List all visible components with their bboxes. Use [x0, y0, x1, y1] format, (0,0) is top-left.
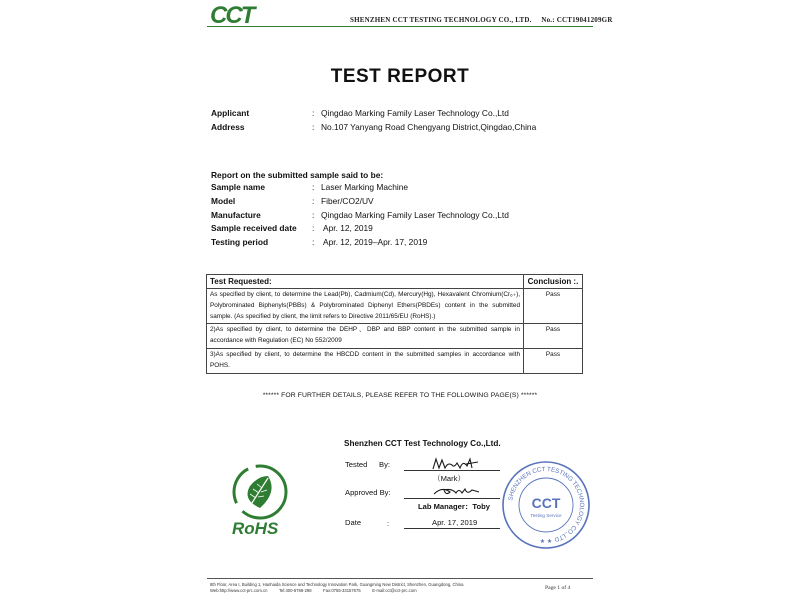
footer-address: 8th Floor, Area I, Building 1, Hanhaida Science and Technology Innovation Park, Guangming New District, Shenzhen, Guangdong, China [210, 582, 464, 587]
sample-name-colon: : [312, 182, 315, 192]
tester-name: （Mark） [433, 474, 466, 483]
logo-text: CCT [210, 4, 254, 26]
lab-company-name: Shenzhen CCT Test Technology Co.,Ltd. [344, 439, 501, 448]
test-requested-header: Test Requested: [207, 275, 524, 289]
model-label: Model [211, 196, 236, 206]
date-colon: : [387, 519, 390, 528]
manufacture-label: Manufacture [211, 210, 261, 220]
stamp-ring-text: SHENZHEN CCT TESTING TECHNOLOGY CO.,LTD [507, 465, 586, 543]
header-company-ref: SHENZHEN CCT TESTING TECHNOLOGY CO., LTD. No.: CCT19041209GR [350, 16, 613, 24]
testing-period-value: Apr. 12, 2019–Apr. 17, 2019 [323, 237, 428, 247]
received-date-colon: : [312, 223, 315, 233]
approver-name: Lab Manager：Toby [418, 502, 491, 511]
svg-text:★ ★: ★ ★ [539, 539, 553, 545]
company-seal-stamp [500, 459, 592, 551]
approved-by-label: Approved By: [345, 488, 391, 497]
test-result: Pass [524, 324, 583, 349]
test-result: Pass [524, 348, 583, 373]
applicant-value: Qingdao Marking Family Laser Technology Co.,Ltd [321, 108, 509, 118]
stamp-sub-text: Testing Service [530, 513, 562, 518]
test-description: 3)As specified by client, to determine the HBCDD content in the submitted samples in accordance with POHS. [207, 348, 524, 373]
approver-signature [432, 484, 482, 498]
page-title: TEST REPORT [330, 66, 470, 87]
tested-label: Tested [345, 460, 368, 469]
table-header-row [207, 275, 583, 289]
test-requested-table [206, 274, 583, 374]
sample-name-value: Laser Marking Machine [321, 182, 409, 192]
date-line [404, 528, 500, 529]
received-date-value: Apr. 12, 2019 [323, 223, 373, 233]
applicant-colon: : [312, 108, 315, 118]
page-number: Page 1 of 4 [545, 585, 571, 591]
rohs-text: RoHS [232, 519, 279, 538]
further-details-note: ****** FOR FURTHER DETAILS, PLEASE REFER TO THE FOLLOWING PAGE(S) ****** [262, 392, 538, 399]
cct-logo [210, 4, 272, 26]
footer-contact: Web:http://www.cct-prc.com.cn Tel:400-6788-298 Fax:0755-33157675 E-mail:cct@cct-prc.com [210, 588, 417, 593]
test-description: 2)As specified by client, to determine the DEHP、DBP and BBP content in the submitted sample in accordance with Regulation (EC) No 552/2009 [207, 324, 524, 349]
address-value: No.107 Yanyang Road Chengyang District,Qingdao,China [321, 122, 537, 132]
stamp-center-text: CCT [531, 495, 561, 511]
date-label: Date [345, 518, 362, 527]
table-row [207, 348, 583, 373]
manufacture-value: Qingdao Marking Family Laser Technology Co.,Ltd [321, 210, 509, 220]
model-colon: : [312, 196, 315, 206]
applicant-label: Applicant [211, 108, 250, 118]
footer-divider [207, 578, 593, 579]
received-date-label: Sample received date [211, 223, 297, 233]
header-divider [207, 26, 593, 27]
table-row [207, 289, 583, 324]
conclusion-header: Conclusion :. [524, 275, 583, 289]
address-label: Address [211, 122, 245, 132]
tested-by-label: By: [379, 460, 390, 469]
approved-signature-line [404, 498, 500, 499]
test-description: As specified by client, to determine the Lead(Pb), Cadmium(Cd), Mercury(Hg), Hexavalent Chromium(Cr₆₊), Polybrominated Biphenyls(PBBs) & Polybrominated Diphenyl Ethers(PBDEs) content in the submitted sample. (As specified by client, the limit refers to Directive 2011/65/EU (RoHS).) [207, 289, 524, 324]
date-value: Apr. 17, 2019 [432, 518, 478, 527]
report-section-heading: Report on the submitted sample said to be: [211, 170, 384, 180]
sample-name-label: Sample name [211, 182, 265, 192]
manufacture-colon: : [312, 210, 315, 220]
model-value: Fiber/CO2/UV [321, 196, 374, 206]
address-colon: : [312, 122, 315, 132]
tested-signature-line [404, 470, 500, 471]
testing-period-label: Testing period [211, 237, 269, 247]
table-row [207, 324, 583, 349]
testing-period-colon: : [312, 237, 315, 247]
test-result: Pass [524, 289, 583, 324]
rohs-logo [228, 462, 296, 540]
